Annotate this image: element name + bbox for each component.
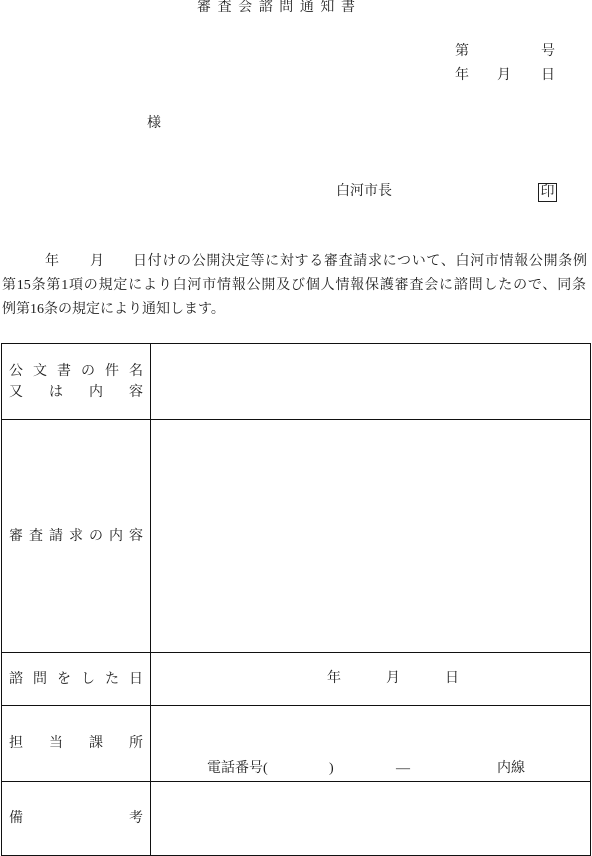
label-cell — [2, 782, 151, 855]
value-cell — [151, 420, 590, 652]
consultation-year-label: 年 — [327, 671, 341, 686]
row-label: 審査請求の内容 — [9, 528, 143, 544]
issue-date-month-label: 月 — [497, 68, 511, 83]
label-cell — [2, 706, 151, 781]
extension-label: 内線 — [497, 761, 525, 776]
phone-close-paren: ) — [329, 761, 334, 776]
label-cell — [2, 420, 151, 652]
seal-stamp: 印 — [538, 183, 557, 202]
form-table — [1, 343, 591, 856]
consultation-month-label: 月 — [386, 671, 400, 686]
document-title: 審査会諮問通知書 — [197, 0, 355, 15]
body-line-1: 日付けの公開決定等に対する審査請求について、白河市情報公開条例 — [133, 254, 587, 269]
consultation-day-label: 日 — [445, 671, 459, 686]
body-line-2: 第15条第1項の規定により白河市情報公開及び個人情報保護審査会に諮問したので、同条 — [2, 278, 586, 293]
table-row-request-content — [2, 420, 590, 653]
issue-date-day-label: 日 — [541, 68, 555, 83]
table-row-consultation-date — [2, 653, 590, 706]
issue-date-year-label: 年 — [455, 68, 469, 83]
label-cell — [2, 344, 151, 419]
reference-number-prefix: 第 — [455, 44, 469, 59]
value-cell — [151, 706, 590, 781]
table-row-document-subject — [2, 344, 590, 420]
body-month-label: 月 — [90, 254, 104, 269]
reference-number-suffix: 号 — [541, 44, 555, 59]
value-cell — [151, 782, 590, 855]
phone-dash: ― — [396, 761, 410, 776]
phone-number-label: 電話番号( — [207, 761, 268, 776]
row-label-line-2: 又は内容 — [9, 384, 143, 400]
body-line-3: 例第16条の規定により通知します。 — [2, 302, 225, 317]
table-row-remarks — [2, 782, 590, 855]
row-label: 備考 — [9, 811, 143, 826]
value-cell — [151, 653, 590, 705]
value-cell — [151, 344, 590, 419]
row-label-line-1: 公文書の件名 — [9, 363, 143, 379]
body-year-label: 年 — [45, 254, 59, 269]
addressee-honorific: 様 — [147, 116, 161, 131]
table-row-responsible-section — [2, 706, 590, 782]
sender-name: 白河市長 — [336, 184, 392, 199]
row-label: 諮問をした日 — [9, 671, 143, 687]
row-label: 担当課所 — [9, 736, 143, 751]
label-cell — [2, 653, 151, 705]
